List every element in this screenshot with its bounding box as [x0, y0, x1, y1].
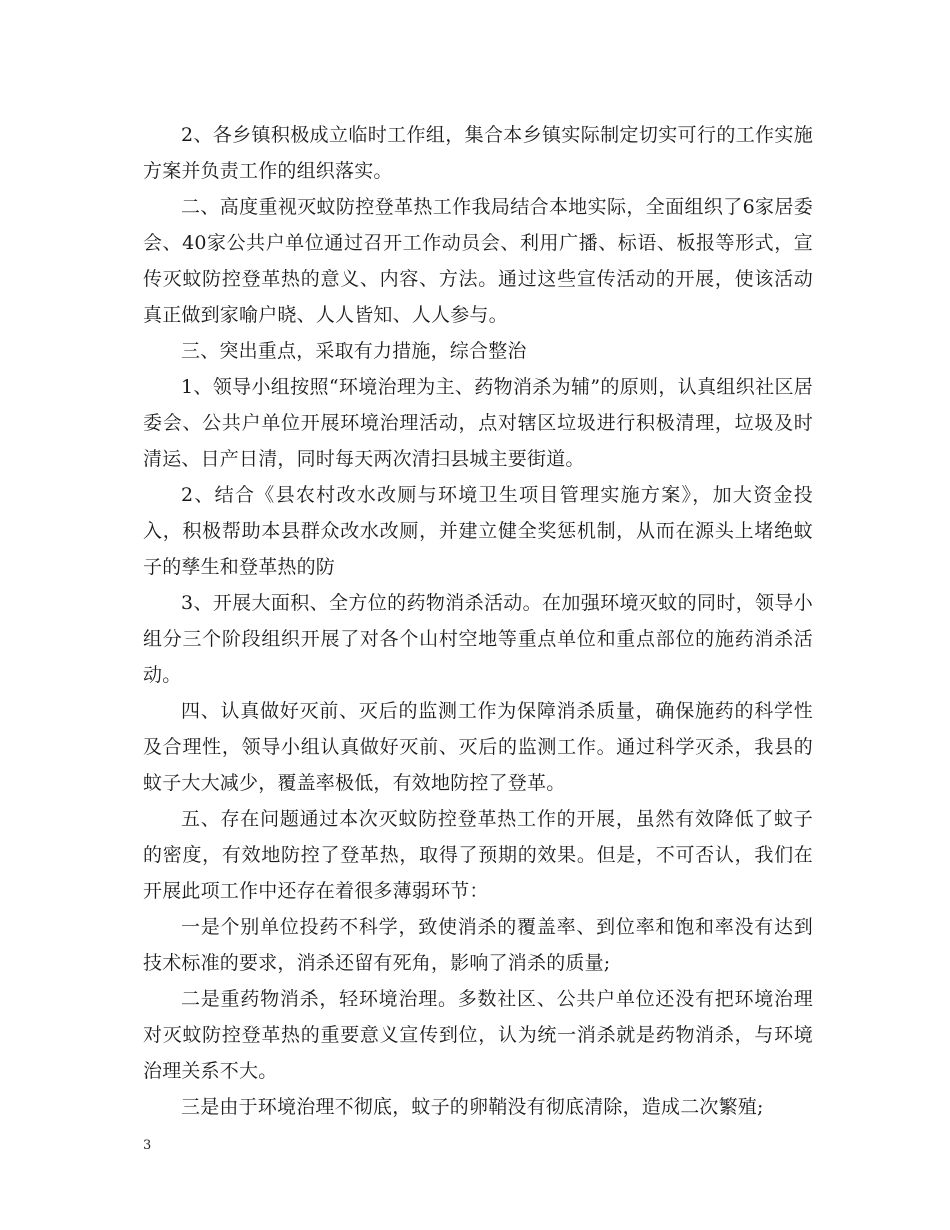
paragraph: 四、认真做好灭前、灭后的监测工作为保障消杀质量，确保施药的科学性及合理性，领导小组认真做好灭前、灭后的监测工作。通过科学灭杀，我县的蚊子大大减少，覆盖率极低，有效地防控了登革。 [143, 700, 813, 794]
document-body [143, 117, 813, 1125]
paragraph: 五、存在问题通过本次灭蚊防控登革热工作的开展，虽然有效降低了蚊子的密度，有效地防控了登革热，取得了预期的效果。但是，不可否认，我们在开展此项工作中还存在着很多薄弱环节： [143, 808, 813, 902]
paragraph: 二是重药物消杀，轻环境治理。多数社区、公共户单位还没有把环境治理对灭蚊防控登革热的重要意义宣传到位，认为统一消杀就是药物消杀，与环境治理关系不大。 [143, 988, 813, 1082]
paragraph: 3、开展大面积、全方位的药物消杀活动。在加强环境灭蚊的同时，领导小组分三个阶段组织开展了对各个山村空地等重点单位和重点部位的施药消杀活动。 [143, 592, 813, 686]
section-heading: 三、突出重点，采取有力措施，综合整治 [181, 340, 527, 362]
paragraph: 2、结合《县农村改水改厕与环境卫生项目管理实施方案》，加大资金投入，积极帮助本县群众改水改厕，并建立健全奖惩机制，从而在源头上堵绝蚊子的孳生和登革热的防 [143, 484, 813, 578]
paragraph: 2、各乡镇积极成立临时工作组，集合本乡镇实际制定切实可行的工作实施方案并负责工作的组织落实。 [143, 124, 813, 182]
paragraph: 1、领导小组按照“环境治理为主、药物消杀为辅”的原则，认真组织社区居委会、公共户单位开展环境治理活动，点对辖区垃圾进行积极清理，垃圾及时清运、日产日清，同时每天两次清扫县城主要街道。 [143, 376, 813, 470]
paragraph: 二、高度重视灭蚊防控登革热工作我局结合本地实际，全面组织了6家居委会、40家公共户单位通过召开工作动员会、利用广播、标语、板报等形式，宣传灭蚊防控登革热的意义、内容、方法。通过这些宣传活动的开展，使该活动真正做到家喻户晓、人人皆知、人人参与。 [143, 196, 813, 326]
paragraph: 三是由于环境治理不彻底，蚊子的卵鞘没有彻底清除，造成二次繁殖; [181, 1096, 764, 1118]
page-number: 3 [143, 1138, 152, 1153]
paragraph: 一是个别单位投药不科学，致使消杀的覆盖率、到位率和饱和率没有达到技术标准的要求，消杀还留有死角，影响了消杀的质量; [143, 916, 813, 974]
